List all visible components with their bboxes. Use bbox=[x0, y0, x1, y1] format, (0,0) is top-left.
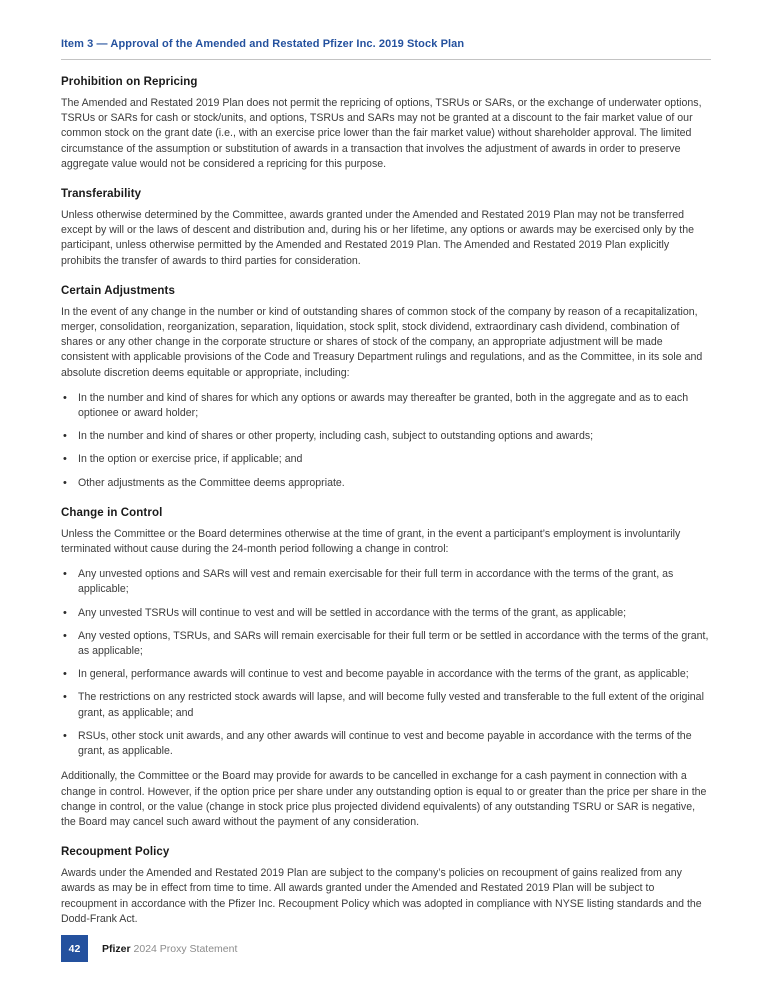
paragraph: Unless the Committee or the Board determines otherwise at the time of grant, in the event a participant’s employment is involuntarily terminated without cause during the 24-month period following a change in control: bbox=[61, 527, 681, 556]
sections-container bbox=[61, 76, 711, 927]
paragraph: In the event of any change in the number or kind of outstanding shares of common stock of the company by reason of a recapitalization, merger, consolidation, reorganization, separation, liquidation, stock split, stock dividend, extraordinary cash dividend, combination of shares or any other change in the corporate structure or shares of stock of the company, an appropriate adjustment will be made consistent with applicable provisions of the Code and Treasury Department rulings and regulations, and as the Committee, in its sole and absolute discretion deems equitable or appropriate, including: bbox=[61, 305, 703, 379]
footer-brand-line bbox=[102, 943, 237, 955]
section-change-in-control bbox=[61, 507, 711, 830]
section-heading: Prohibition on Repricing bbox=[61, 76, 198, 88]
section-recoupment-policy bbox=[61, 846, 711, 927]
section-heading: Recoupment Policy bbox=[61, 846, 170, 859]
paragraph: Unless otherwise determined by the Committee, awards granted under the Amended and Restated 2019 Plan may not be transferred except by will or the laws of descent and distribution and, during his or her lifetime, any options or awards may be exercised only by the participant, unless otherwise permitted by the Amended and Restated 2019 Plan. The Amended and Restated 2019 Plan explicitly prohibits the transfer of awards to third parties for consideration. bbox=[61, 209, 695, 267]
section-heading: Certain Adjustments bbox=[61, 284, 175, 297]
item-header-title: Item 3 — Approval of the Amended and Restated Pfizer Inc. 2019 Stock Plan bbox=[61, 38, 711, 60]
section-certain-adjustments bbox=[61, 285, 711, 491]
bullet-item: • In the number and kind of shares or other property, including cash, subject to outstanding options and awards; bbox=[78, 429, 711, 444]
bullet-item: • Any unvested TSRUs will continue to vest and will be settled in accordance with the terms of the grant, as applicable; bbox=[78, 606, 711, 621]
page-footer bbox=[61, 935, 237, 962]
paragraph: The Amended and Restated 2019 Plan does not permit the repricing of options, TSRUs or SARs, or the exchange of underwater options, TSRUs or SARs for cash or stock/units, and options, TSRUs and SARs may not be granted at a discount to the fair market value of our common stock on the grant date (i.e., with an exercise price lower than the fair market value) without shareholder approval. The limited circumstance of the assumption or substitution of awards in a transaction that involves the adjustment of awards in order to preserve aggregate value would not be considered a repricing for this purpose. bbox=[61, 97, 702, 170]
paragraph: Awards under the Amended and Restated 2019 Plan are subject to the company’s policies on recoupment of gains realized from any awards as may be in effect from time to time. All awards granted under the Amended and Restated 2019 Plan will be subject to recoupment in accordance with the Pfizer Inc. Recoupment Policy which was adopted in compliance with NYSE listing standards and the Dodd-Frank Act. bbox=[61, 867, 702, 925]
bullet-list bbox=[61, 567, 711, 759]
bullet-list bbox=[61, 391, 711, 491]
paragraph: Additionally, the Committee or the Board may provide for awards to be cancelled in exchange for a cash payment in connection with a change in control. However, if the option price per share under any outstanding option is equal to or greater than the price per share in the change in control, or the value (change in stock price plus projected dividend equivalents) of any outstanding TSRU or SAR is negative, the Board may cancel such award without the payment of any consideration. bbox=[61, 770, 707, 828]
bullet-item: • In the number and kind of shares for which any options or awards may thereafter be granted, both in the aggregate and as to each optionee or award holder; bbox=[78, 391, 711, 421]
bullet-item: • The restrictions on any restricted stock awards will lapse, and will become fully vested and transferable to the full extent of the original grant, as applicable; and bbox=[78, 690, 711, 720]
section-prohibition-on-repricing bbox=[61, 76, 711, 172]
bullet-item: • Any vested options, TSRUs, and SARs will remain exercisable for their full term or be settled in accordance with the terms of the grant, as applicable; bbox=[78, 629, 711, 659]
page-number-badge: 42 bbox=[61, 935, 88, 962]
footer-brand: Pfizer bbox=[102, 942, 131, 955]
section-transferability bbox=[61, 188, 711, 269]
bullet-item: • Other adjustments as the Committee deems appropriate. bbox=[78, 476, 711, 491]
bullet-item: • In the option or exercise price, if applicable; and bbox=[78, 452, 711, 467]
section-heading: Change in Control bbox=[61, 506, 163, 519]
bullet-item: • Any unvested options and SARs will vest and remain exercisable for their full term in accordance with the terms of the grant, as applicable; bbox=[78, 567, 711, 597]
page-content bbox=[61, 38, 711, 937]
section-heading: Transferability bbox=[61, 188, 142, 201]
footer-suffix: 2024 Proxy Statement bbox=[130, 942, 238, 955]
bullet-item: • In general, performance awards will continue to vest and become payable in accordance with the terms of the grant, as applicable; bbox=[78, 667, 711, 682]
bullet-item: • RSUs, other stock unit awards, and any other awards will continue to vest and become payable in accordance with the terms of the grant, as applicable. bbox=[78, 729, 711, 759]
